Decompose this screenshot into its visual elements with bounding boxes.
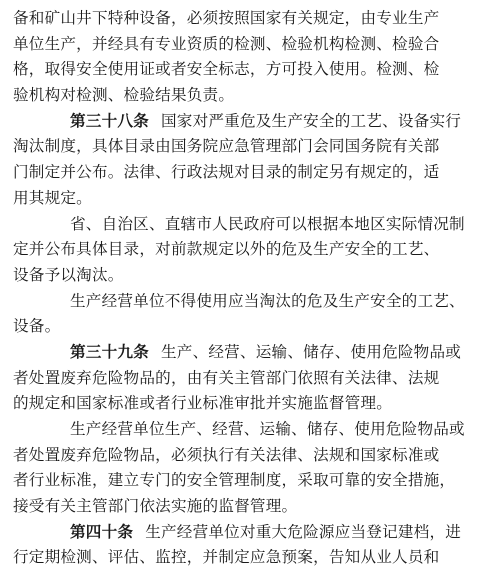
paragraph-article-40: [13, 520, 486, 571]
text-line: 验机构对检测、检验结果负责。: [13, 86, 235, 105]
text-line: 设备予以淘汰。: [13, 265, 124, 284]
text-line: [13, 109, 486, 135]
article-number: 第三十九条: [70, 342, 149, 361]
text-line: 格，取得安全使用证或者安全标志，方可投入使用。检测、检: [13, 60, 440, 79]
text-segment: 国家对严重危及生产安全的工艺、设备实行: [160, 111, 462, 130]
article-number: 第四十条: [70, 522, 134, 541]
paragraph: [13, 6, 486, 109]
text-segment: 生产经营单位对重大危险源应当登记建档，进: [145, 522, 462, 541]
text-line: 门制定并公布。法律、行政法规对目录的制定另有规定的，适: [13, 163, 440, 182]
text-line: 备和矿山井下特种设备，必须按照国家有关规定，由专业生产: [13, 9, 440, 27]
paragraph: [13, 289, 486, 340]
paragraph-article-39: [13, 340, 486, 417]
text-line: 省、自治区、直辖市人民政府可以根据本地区实际情况制: [70, 214, 465, 233]
text-line: 的规定和国家标准或者行业标准审批并实施监督管理。: [13, 394, 393, 413]
text-line: 者处置废弃危险物品的，由有关主管部门依照有关法律、法规: [13, 368, 440, 387]
text-line: [13, 520, 486, 546]
text-line: 定并公布具体目录，对前款规定以外的危及生产安全的工艺、: [13, 240, 440, 259]
text-line: 单位生产，并经具有专业资质的检测、检验机构检测、检验合: [13, 34, 440, 53]
text-segment: 生产、经营、运输、储存、使用危险物品或: [160, 342, 462, 361]
text-line: 生产经营单位生产、经营、运输、储存、使用危险物品或: [70, 420, 465, 438]
text-line: 者行业标准，建立专门的安全管理制度，采取可靠的安全措施，: [13, 471, 456, 490]
text-line: 接受有关主管部门依法实施的监督管理。: [13, 497, 298, 516]
text-line: 淘汰制度，具体目录由国务院应急管理部门会同国务院有关部: [13, 137, 440, 156]
paragraph: [13, 212, 486, 289]
article-number: 第三十八条: [70, 111, 149, 130]
text-line: 设备。: [13, 317, 61, 336]
text-line: [13, 340, 486, 366]
text-line: 行定期检测、评估、监控，并制定应急预案，告知从业人员和: [13, 548, 440, 567]
text-line: 者处置废弃危险物品，必须执行有关法律、法规和国家标准或: [13, 445, 440, 464]
text-line: 生产经营单位不得使用应当淘汰的危及生产安全的工艺、: [70, 291, 465, 310]
paragraph: [13, 417, 486, 520]
paragraph-article-38: [13, 109, 486, 212]
text-line: 用其规定。: [13, 188, 92, 207]
